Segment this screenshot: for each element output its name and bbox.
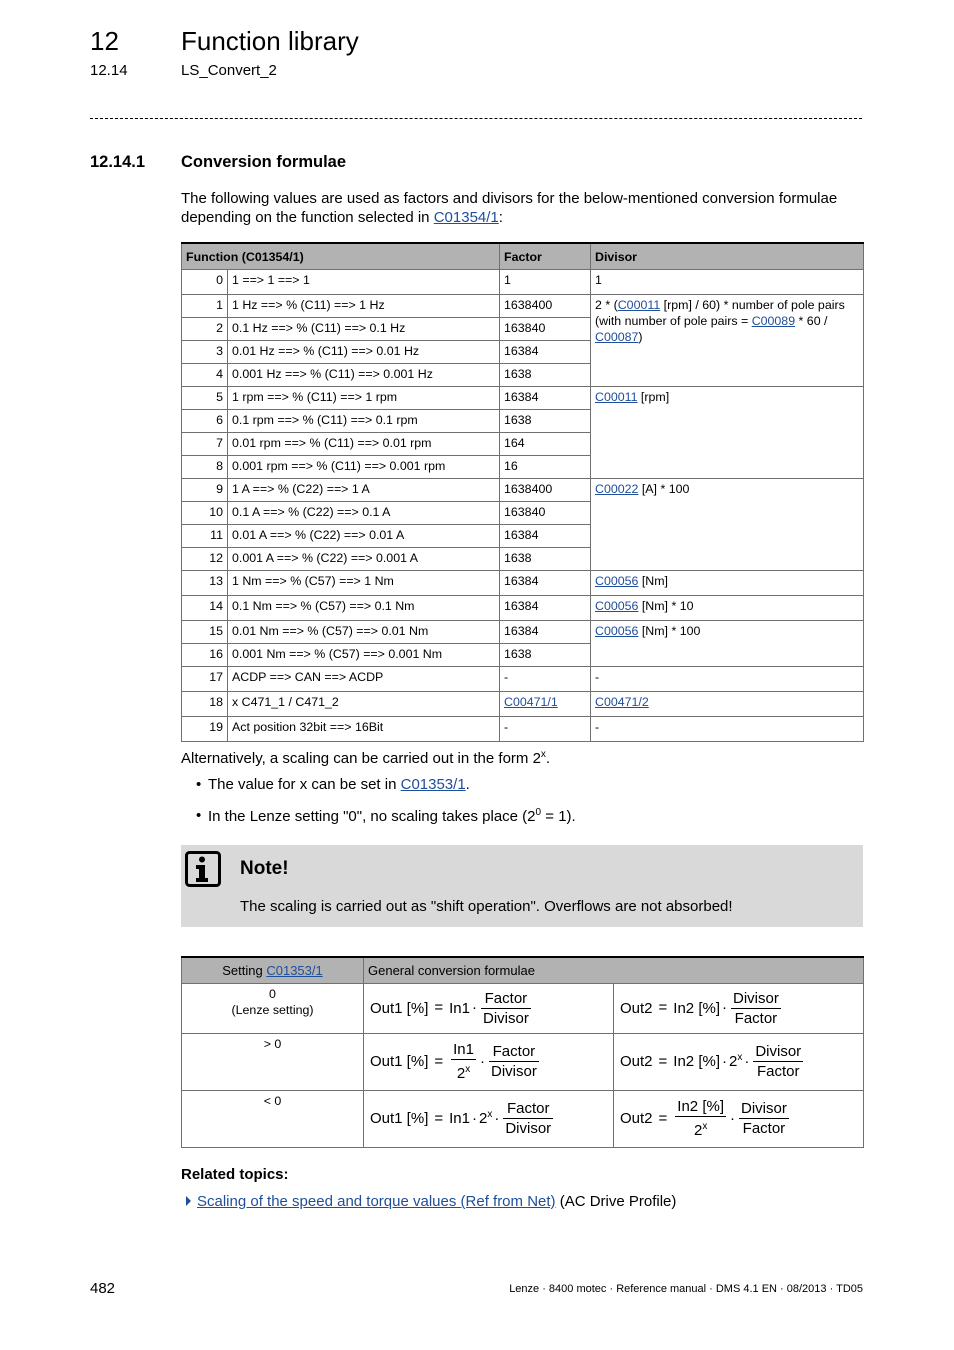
dot-operator: ·	[479, 1052, 485, 1070]
alt-text: Alternatively, a scaling can be carried out in the form 2	[181, 750, 541, 767]
function-number: 5	[182, 387, 228, 410]
formula-header-row	[182, 957, 864, 984]
formula-out1	[364, 1034, 614, 1091]
formula-row	[182, 1091, 864, 1148]
denominator: Divisor	[482, 1009, 529, 1027]
function-name: 0.001 Nm ==> % (C57) ==> 0.001 Nm	[228, 644, 500, 667]
link-c01353-1-header[interactable]: C01353/1	[266, 963, 323, 978]
base-two: 2	[478, 1109, 488, 1127]
divisor-cell	[591, 667, 864, 692]
equals-sign: =	[434, 999, 444, 1017]
function-name: x C471_1 / C471_2	[228, 692, 500, 717]
function-name: 0.01 Hz ==> % (C11) ==> 0.01 Hz	[228, 341, 500, 364]
fraction	[489, 1043, 539, 1081]
page-number: 482	[90, 1280, 116, 1297]
numerator: In2 [%]	[677, 1098, 724, 1115]
setting-sub: (Lenze setting)	[231, 1003, 314, 1017]
divisor-text: )	[638, 330, 643, 344]
related-topics-title: Related topics:	[181, 1166, 289, 1183]
setting-cell	[182, 984, 364, 1034]
related-topic-link[interactable]: Scaling of the speed and torque values (Ref from Net)	[197, 1193, 556, 1210]
divisor-text: [Nm] * 10	[638, 599, 694, 613]
dot-operator: ·	[722, 1052, 727, 1070]
exponent-x: x	[487, 1108, 493, 1120]
denominator: Factor	[734, 1009, 778, 1027]
function-name: 1 A ==> % (C22) ==> 1 A	[228, 479, 500, 502]
header-divisor: Divisor	[591, 243, 864, 270]
formula-out2	[614, 984, 864, 1034]
link-c00087[interactable]: C00087	[595, 330, 639, 344]
divisor-text: [A] * 100	[638, 482, 690, 496]
subsection-number: 12.14.1	[90, 153, 146, 171]
chapter-title: Function library	[181, 26, 359, 56]
denominator	[451, 1060, 476, 1083]
function-number: 12	[182, 548, 228, 571]
out2-label: Out2	[620, 999, 653, 1017]
chapter-number: 12	[90, 26, 119, 56]
table-row	[182, 667, 864, 692]
subsection-title: Conversion formulae	[181, 153, 347, 171]
bullet-dot: •	[196, 807, 202, 824]
bullet-item	[208, 807, 576, 825]
out1-label: Out1 [%]	[370, 999, 429, 1017]
divisor-cell	[591, 387, 864, 479]
out2-label: Out2	[620, 1052, 653, 1070]
link-c00471-1[interactable]: C00471/1	[504, 695, 558, 709]
link-c00011[interactable]: C00011	[595, 390, 638, 404]
bullet-sup: 0	[535, 807, 542, 818]
function-table	[181, 242, 864, 742]
note-title: Note!	[240, 858, 289, 879]
function-name: Act position 32bit ==> 16Bit	[228, 717, 500, 742]
function-number: 7	[182, 433, 228, 456]
function-table-body	[182, 270, 864, 742]
equals-sign: =	[658, 1052, 668, 1070]
function-name: 1 ==> 1 ==> 1	[228, 270, 500, 295]
table-row	[182, 692, 864, 717]
factor-value: 16384	[500, 571, 591, 596]
denominator: Divisor	[490, 1063, 537, 1080]
alt-end: .	[545, 750, 551, 767]
function-number: 8	[182, 456, 228, 479]
formula-row	[182, 984, 864, 1034]
formula-out1	[364, 984, 614, 1034]
numerator: Divisor	[733, 989, 779, 1007]
formula-table	[181, 956, 864, 1148]
intro-text: The following values are used as factors and divisors for the below-mentioned conversion formulae depending on the function selected in	[181, 190, 838, 226]
base-two: 2	[693, 1122, 703, 1139]
function-number: 13	[182, 571, 228, 596]
dot-operator: ·	[744, 1052, 750, 1070]
function-number: 0	[182, 270, 228, 295]
in1-label: In1	[449, 999, 470, 1017]
fraction	[675, 1098, 726, 1140]
table-row	[182, 717, 864, 742]
bullet-text: The value for x can be set in	[208, 776, 401, 793]
intro-text-end: :	[498, 209, 503, 226]
function-number: 11	[182, 525, 228, 548]
divisor-text: 1	[595, 273, 602, 287]
denominator: Factor	[757, 1063, 800, 1080]
formula-row	[182, 1034, 864, 1091]
divisor-text: -	[595, 720, 600, 734]
numerator: Divisor	[741, 1100, 787, 1117]
related-topic-suffix: (AC Drive Profile)	[555, 1193, 677, 1210]
formula-out2	[614, 1034, 864, 1091]
setting-value: 0	[269, 987, 276, 1001]
fraction	[731, 990, 781, 1028]
divisor-cell	[591, 479, 864, 571]
function-name: ACDP ==> CAN ==> ACDP	[228, 667, 500, 692]
divisor-text: 2 * (	[595, 298, 618, 312]
function-name: 0.001 A ==> % (C22) ==> 0.001 A	[228, 548, 500, 571]
divisor-text: [rpm]	[637, 390, 670, 404]
function-name: 0.001 Hz ==> % (C11) ==> 0.001 Hz	[228, 364, 500, 387]
table-row	[182, 295, 864, 318]
setting-cell	[182, 1034, 364, 1091]
factor-value: 1638	[500, 410, 591, 433]
factor-value: 163840	[500, 502, 591, 525]
function-name: 0.01 rpm ==> % (C11) ==> 0.01 rpm	[228, 433, 500, 456]
divisor-text: [rpm] / 60) * number of pole pairs (with number of pole pairs =	[595, 298, 845, 328]
divisor-cell	[591, 571, 864, 596]
footer-text: Lenze · 8400 motec · Reference manual · DMS 4.1 EN · 08/2013 · TD05	[509, 1283, 863, 1295]
denominator: Divisor	[505, 1120, 552, 1137]
function-number: 15	[182, 621, 228, 644]
factor-value: 1638	[500, 364, 591, 387]
function-name: 1 rpm ==> % (C11) ==> 1 rpm	[228, 387, 500, 410]
divisor-cell	[591, 717, 864, 742]
header-general-formulae: General conversion formulae	[364, 957, 864, 984]
table-row	[182, 596, 864, 621]
factor-value: 1638400	[500, 479, 591, 502]
link-c00056[interactable]: C00056	[595, 624, 639, 638]
dot-operator: ·	[494, 1109, 500, 1127]
function-name: 0.1 A ==> % (C22) ==> 0.1 A	[228, 502, 500, 525]
factor-value: 16384	[500, 387, 591, 410]
factor-value: 16384	[500, 525, 591, 548]
header-function: Function (C01354/1)	[182, 243, 500, 270]
setting-value: > 0	[263, 1037, 282, 1051]
equals-sign: =	[658, 999, 668, 1017]
alt-sup: x	[540, 749, 546, 760]
function-number: 18	[182, 692, 228, 717]
function-name: 1 Nm ==> % (C57) ==> 1 Nm	[228, 571, 500, 596]
denominator	[675, 1117, 726, 1140]
factor-value: -	[500, 667, 591, 692]
fraction	[503, 1100, 553, 1138]
link-c00056[interactable]: C00056	[595, 599, 639, 613]
table-header-row	[182, 243, 864, 270]
header-divider	[90, 118, 862, 119]
link-c00011[interactable]: C00011	[617, 298, 661, 312]
function-name: 1 Hz ==> % (C11) ==> 1 Hz	[228, 295, 500, 318]
equals-sign: =	[434, 1052, 444, 1070]
link-c00089[interactable]: C00089	[751, 314, 796, 328]
function-number: 6	[182, 410, 228, 433]
fraction	[739, 1100, 789, 1138]
numerator: In1	[453, 1041, 474, 1058]
function-number: 17	[182, 667, 228, 692]
factor-value: -	[500, 717, 591, 742]
alternative-scaling-text	[181, 749, 550, 767]
factor-value: 16384	[500, 341, 591, 364]
header-setting	[182, 957, 364, 984]
exponent-x: x	[737, 1051, 743, 1063]
function-name: 0.01 Nm ==> % (C57) ==> 0.01 Nm	[228, 621, 500, 644]
divisor-cell	[591, 621, 864, 667]
function-name: 0.001 rpm ==> % (C11) ==> 0.001 rpm	[228, 456, 500, 479]
function-number: 1	[182, 295, 228, 318]
note-text: The scaling is carried out as "shift operation". Overflows are not absorbed!	[240, 898, 733, 915]
bullet-end: .	[465, 776, 470, 793]
function-name: 0.1 Nm ==> % (C57) ==> 0.1 Nm	[228, 596, 500, 621]
arrow-right-icon	[186, 1196, 191, 1206]
intro-paragraph	[181, 189, 871, 227]
note-box	[181, 845, 863, 927]
function-name: 0.1 rpm ==> % (C11) ==> 0.1 rpm	[228, 410, 500, 433]
factor-value: 1638400	[500, 295, 591, 318]
function-name: 0.01 A ==> % (C22) ==> 0.01 A	[228, 525, 500, 548]
setting-cell	[182, 1091, 364, 1148]
function-number: 10	[182, 502, 228, 525]
function-name: 0.1 Hz ==> % (C11) ==> 0.1 Hz	[228, 318, 500, 341]
function-number: 3	[182, 341, 228, 364]
divisor-text: * 60 /	[795, 314, 828, 328]
numerator: Divisor	[755, 1043, 802, 1060]
base-two: 2	[729, 1052, 738, 1070]
link-c00056[interactable]: C00056	[595, 574, 639, 588]
table-row	[182, 571, 864, 596]
bullet-dot: •	[196, 776, 202, 793]
link-c01354-1[interactable]: C01354/1	[433, 209, 499, 226]
divisor-cell	[591, 270, 864, 295]
function-number: 4	[182, 364, 228, 387]
dot-operator: ·	[730, 1109, 735, 1127]
dot-operator: ·	[722, 999, 727, 1017]
link-c00022[interactable]: C00022	[595, 482, 639, 496]
divisor-text: [Nm]	[638, 574, 669, 588]
exponent-x: x	[465, 1064, 471, 1075]
table-row	[182, 479, 864, 502]
in1-label: In1	[449, 1109, 470, 1127]
fraction	[481, 990, 531, 1028]
related-topic-item	[197, 1193, 676, 1210]
out2-label: Out2	[620, 1109, 653, 1127]
out1-label: Out1 [%]	[370, 1109, 429, 1127]
numerator: Factor	[481, 990, 531, 1009]
divisor-cell	[591, 692, 864, 717]
formula-out1	[364, 1091, 614, 1148]
divisor-cell	[591, 596, 864, 621]
numerator: Factor	[503, 1100, 553, 1119]
bullet-text: In the Lenze setting "0", no scaling takes place (2	[208, 808, 536, 825]
function-number: 9	[182, 479, 228, 502]
bullet-item	[208, 776, 470, 793]
factor-value: 1638	[500, 644, 591, 667]
divisor-text: -	[595, 670, 600, 684]
divisor-cell	[591, 295, 864, 387]
factor-cell	[500, 692, 591, 717]
function-number: 14	[182, 596, 228, 621]
equals-sign: =	[434, 1109, 444, 1127]
factor-value: 164	[500, 433, 591, 456]
table-row	[182, 621, 864, 644]
function-number: 19	[182, 717, 228, 742]
fraction	[753, 1043, 803, 1081]
factor-value: 1	[500, 270, 591, 295]
factor-value: 163840	[500, 318, 591, 341]
link-c01353-1[interactable]: C01353/1	[400, 776, 466, 793]
link-c00471-2[interactable]: C00471/2	[595, 695, 649, 709]
exponent-x: x	[702, 1121, 708, 1132]
bullet-end: = 1).	[541, 808, 576, 825]
base-two: 2	[456, 1065, 466, 1082]
in2-label: In2 [%]	[673, 1052, 720, 1070]
numerator: Factor	[489, 1043, 539, 1062]
function-number: 2	[182, 318, 228, 341]
section-number: 12.14	[90, 62, 128, 79]
dot-operator: ·	[471, 1109, 477, 1127]
function-number: 16	[182, 644, 228, 667]
denominator: Factor	[742, 1120, 786, 1137]
in2-label: In2 [%]	[673, 999, 720, 1017]
header-setting-text: Setting	[222, 963, 267, 978]
factor-value: 1638	[500, 548, 591, 571]
equals-sign: =	[658, 1109, 668, 1127]
formula-out2	[614, 1091, 864, 1148]
fraction	[451, 1041, 476, 1083]
factor-value: 16	[500, 456, 591, 479]
table-row	[182, 387, 864, 410]
dot-operator: ·	[471, 999, 477, 1017]
header-factor: Factor	[500, 243, 591, 270]
setting-value: < 0	[263, 1094, 282, 1108]
info-icon	[185, 851, 221, 887]
factor-value: 16384	[500, 596, 591, 621]
divisor-text: [Nm] * 100	[638, 624, 701, 638]
table-row	[182, 270, 864, 295]
factor-value: 16384	[500, 621, 591, 644]
section-title: LS_Convert_2	[181, 62, 277, 79]
out1-label: Out1 [%]	[370, 1052, 429, 1070]
